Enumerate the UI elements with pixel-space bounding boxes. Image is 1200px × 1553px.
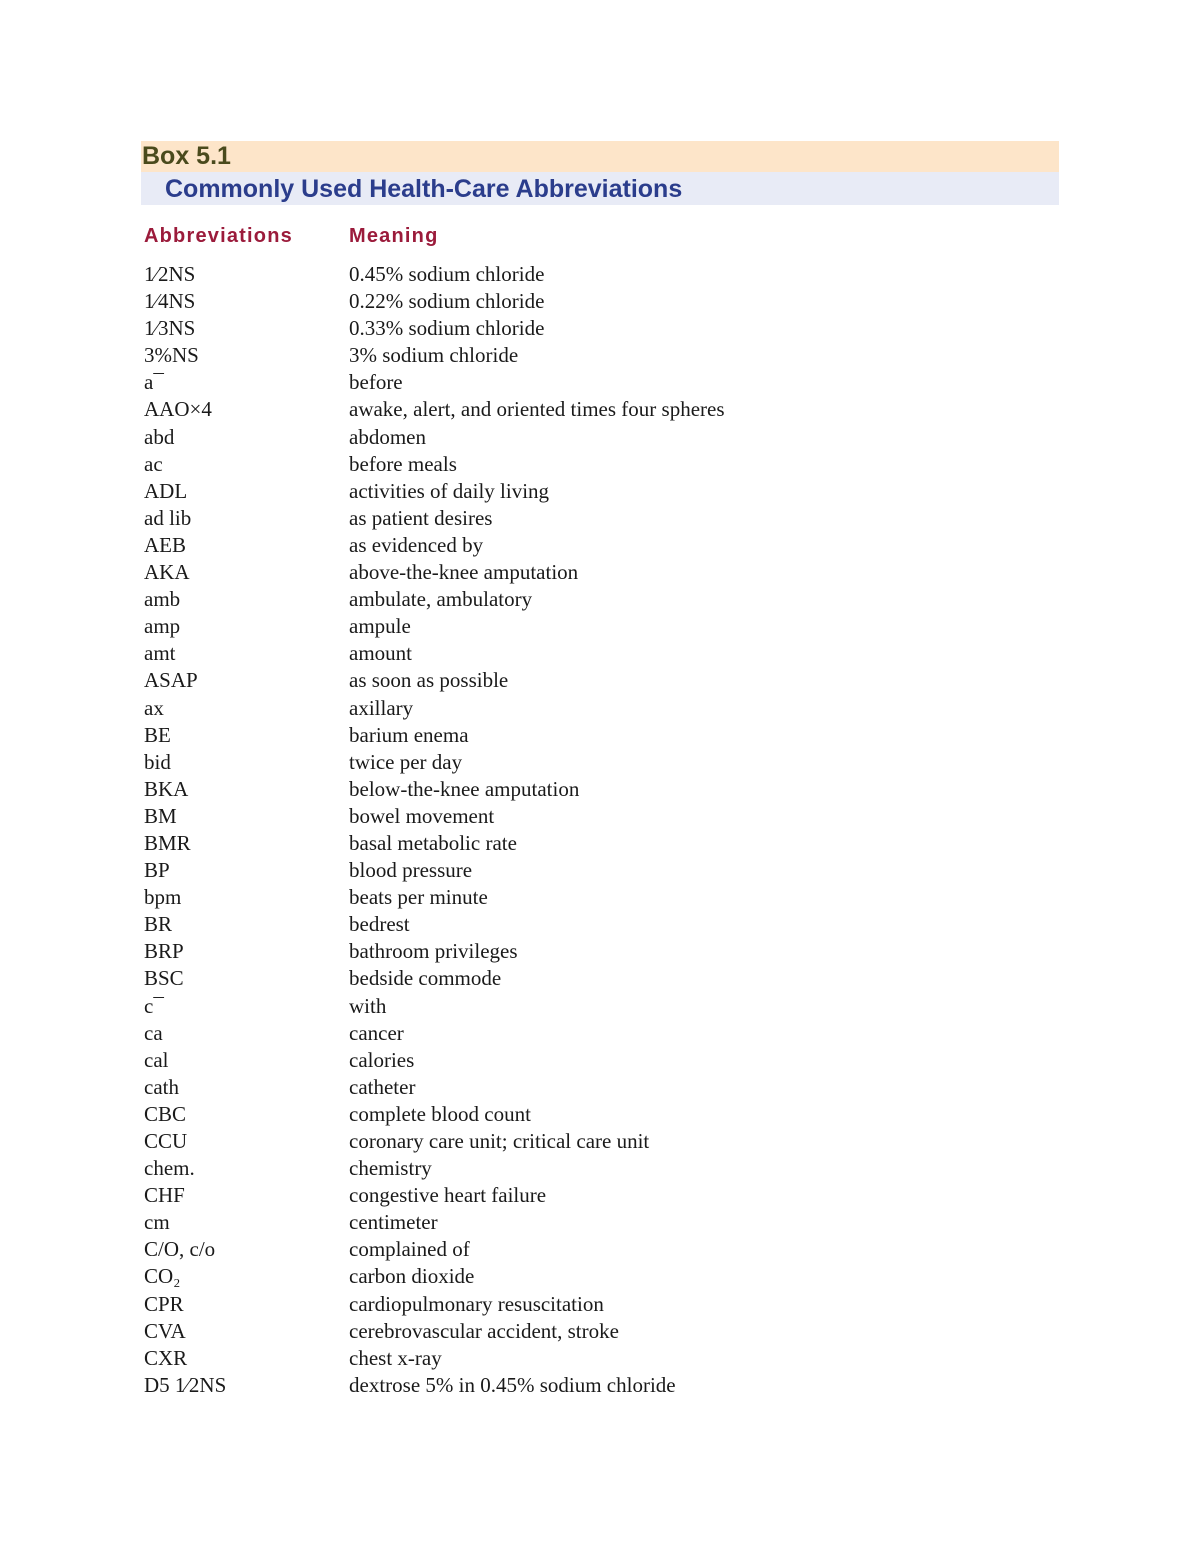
abbreviations-column-header: Abbreviations [144,225,293,247]
abbreviation-meaning: bedrest [349,912,410,937]
abbreviation-meaning: bowel movement [349,803,495,828]
abbreviation-row [144,478,1024,505]
abbreviation-meaning: complained of [349,1237,470,1262]
abbreviation-row [144,315,1024,342]
abbreviation-meaning: chemistry [349,1156,432,1181]
abbreviation-row [144,1318,1024,1345]
abbreviation-term: amt [144,641,176,666]
abbreviation-row [144,749,1024,776]
abbreviation-term: amb [144,587,181,612]
abbreviation-term: CO₂ [144,1264,181,1289]
abbreviation-meaning: bedside commode [349,966,502,991]
abbreviation-term: BE [144,722,171,747]
abbreviation-row [144,1182,1024,1209]
box-label: Box 5.1 [141,141,1059,172]
abbreviation-meaning: 0.22% sodium chloride [349,289,545,314]
abbreviation-row [144,667,1024,694]
abbreviation-row [144,288,1024,315]
abbreviation-meaning: cerebrovascular accident, stroke [349,1318,619,1343]
abbreviation-row [144,369,1024,396]
abbreviation-row [144,613,1024,640]
abbreviation-term: CXR [144,1345,188,1370]
abbreviation-meaning: chest x-ray [349,1345,442,1370]
abbreviation-term: BSC [144,966,184,991]
abbreviation-meaning: as soon as possible [349,668,509,693]
abbreviation-term: cal [144,1047,169,1072]
abbreviation-meaning: barium enema [349,722,469,747]
abbreviation-row [144,1372,1024,1399]
abbreviation-term: BP [144,858,170,883]
abbreviation-term: AEB [144,532,186,557]
abbreviation-row [144,505,1024,532]
abbreviation-term: CPR [144,1291,184,1316]
abbreviation-meaning: dextrose 5% in 0.45% sodium chloride [349,1372,676,1397]
abbreviation-term: chem. [144,1156,195,1181]
abbreviation-meaning: as patient desires [349,505,493,530]
abbreviation-meaning: beats per minute [349,885,488,910]
abbreviation-row [144,532,1024,559]
abbreviation-meaning: amount [349,641,412,666]
abbreviation-meaning: below-the-knee amputation [349,776,580,801]
abbreviation-term: 1⁄2NS [144,262,196,286]
abbreviation-meaning: calories [349,1047,415,1072]
abbreviation-term: 1⁄4NS [144,289,196,314]
abbreviation-row [144,1291,1024,1318]
abbreviation-meaning: ambulate, ambulatory [349,587,533,612]
abbreviation-term: abd [144,424,175,449]
abbreviation-meaning: as evidenced by [349,532,484,557]
abbreviation-meaning: centimeter [349,1210,438,1235]
abbreviation-row [144,695,1024,722]
abbreviation-meaning: before meals [349,451,457,476]
abbreviation-meaning: catheter [349,1074,416,1099]
abbreviation-term: 3%NS [144,343,199,368]
abbreviation-term: bpm [144,885,182,910]
abbreviation-term: CBC [144,1101,187,1126]
abbreviation-row [144,1209,1024,1236]
abbreviation-row [144,857,1024,884]
abbreviation-row [144,803,1024,830]
abbreviation-meaning: ampule [349,614,411,639]
abbreviation-row [144,1236,1024,1263]
abbreviation-meaning: twice per day [349,749,463,774]
abbreviation-meaning: congestive heart failure [349,1183,547,1208]
abbreviation-row [144,1101,1024,1128]
abbreviation-meaning: complete blood count [349,1101,531,1126]
abbreviation-row [144,722,1024,749]
abbreviation-row [144,993,1024,1020]
abbreviation-row [144,559,1024,586]
abbreviation-meaning: basal metabolic rate [349,830,517,855]
abbreviation-term: BM [144,803,177,828]
abbreviation-row [144,424,1024,451]
abbreviation-term: ASAP [144,668,198,693]
abbreviation-row [144,938,1024,965]
abbreviation-term: CCU [144,1129,188,1153]
abbreviation-term: BR [144,912,173,937]
abbreviation-row [144,396,1024,423]
abbreviation-row [144,1155,1024,1182]
abbreviation-term: bid [144,749,171,774]
abbreviation-meaning: awake, alert, and oriented times four spheres [349,397,725,422]
abbreviation-row [144,965,1024,992]
abbreviation-meaning: with [349,993,387,1018]
abbreviation-row [144,1020,1024,1047]
abbreviation-row [144,830,1024,857]
abbreviation-meaning: abdomen [349,424,426,449]
abbreviation-row [144,1128,1024,1155]
abbreviation-term: c¯ [144,993,164,1018]
abbreviation-row [144,261,1024,288]
abbreviation-row [144,451,1024,478]
abbreviation-term: BRP [144,939,184,964]
abbreviation-meaning: axillary [349,695,414,720]
abbreviation-meaning: bathroom privileges [349,939,518,964]
abbreviation-meaning: 3% sodium chloride [349,343,519,368]
abbreviation-meaning: cancer [349,1020,404,1045]
abbreviation-meaning: carbon dioxide [349,1264,475,1289]
abbreviation-meaning: 0.45% sodium chloride [349,262,545,286]
abbreviation-term: a¯ [144,370,164,395]
abbreviation-row [144,1047,1024,1074]
abbreviation-term: AKA [144,560,190,585]
abbreviation-row [144,884,1024,911]
abbreviation-term: D5 1⁄2NS [144,1372,227,1397]
abbreviation-meaning: blood pressure [349,858,473,883]
abbreviation-meaning: coronary care unit; critical care unit [349,1129,650,1153]
abbreviation-term: ad lib [144,505,192,530]
abbreviation-row [144,911,1024,938]
abbreviation-term: cm [144,1210,170,1235]
abbreviation-list [144,261,1024,1399]
abbreviation-row [144,586,1024,613]
abbreviation-term: BKA [144,776,189,801]
abbreviation-row [144,342,1024,369]
abbreviation-term: C/O, c/o [144,1237,216,1262]
abbreviation-term: CHF [144,1183,185,1208]
abbreviation-row [144,1345,1024,1372]
abbreviation-meaning: above-the-knee amputation [349,560,579,585]
abbreviation-meaning: activities of daily living [349,478,550,503]
abbreviation-row [144,640,1024,667]
abbreviation-meaning: before [349,370,403,395]
abbreviation-term: AAO×4 [144,397,212,422]
abbreviation-term: 1⁄3NS [144,316,196,341]
abbreviation-term: cath [144,1074,179,1099]
abbreviation-term: amp [144,614,181,639]
abbreviation-term: ca [144,1020,163,1045]
abbreviation-term: CVA [144,1318,186,1343]
abbreviation-term: ac [144,451,163,476]
meaning-column-header: Meaning [349,225,439,247]
box-title: Commonly Used Health-Care Abbreviations [141,172,1059,205]
abbreviation-row [144,1263,1024,1290]
abbreviation-term: ADL [144,478,188,503]
abbreviation-term: ax [144,695,164,720]
abbreviation-meaning: 0.33% sodium chloride [349,316,545,341]
abbreviation-term: BMR [144,830,191,855]
abbreviation-row [144,1074,1024,1101]
abbreviation-row [144,776,1024,803]
abbreviation-meaning: cardiopulmonary resuscitation [349,1291,604,1316]
